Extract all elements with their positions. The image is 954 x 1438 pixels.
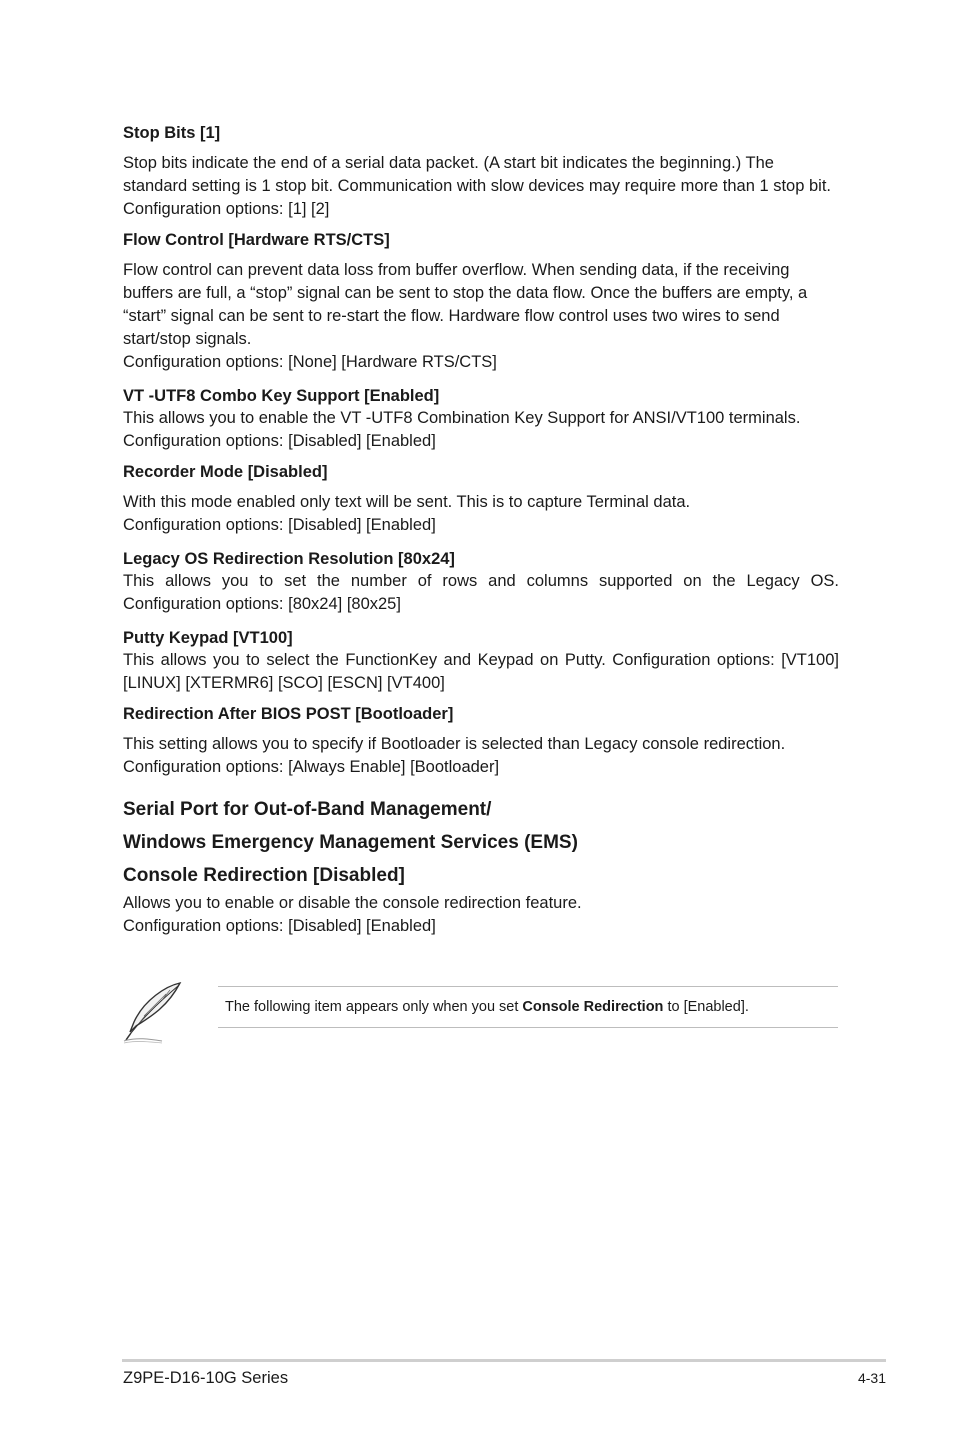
page-number: 4-31 [857,1370,886,1386]
note-box [218,986,838,1028]
feather-pen-icon [122,980,186,1044]
section-options-flow-control: Configuration options: [None] [Hardware RTS/CTS] [123,353,497,371]
section-body-flow-control: Flow control can prevent data loss from buffer overflow. When sending data, if the receiving buffers are full, a “stop” signal can be sent to stop the data flow. Once the buffers are empty, a “start” signal can be sent to re-start the flow. Hardware flow control uses two wires to send start/stop signals. [123,261,808,348]
section-title-vt-utf8: VT -UTF8 Combo Key Support [Enabled] [123,387,440,405]
section-body-redirection-after-post: This setting allows you to specify if Bootloader is selected than Legacy console redirection. [123,735,786,753]
big-heading-line3: Console Redirection [Disabled] [123,865,405,886]
section-title-recorder-mode: Recorder Mode [Disabled] [123,463,328,481]
section-title-stop-bits: Stop Bits [1] [123,124,221,142]
section-options-recorder-mode: Configuration options: [Disabled] [Enabled] [123,516,436,534]
note-callout [122,980,838,1044]
section-options-redirection-after-post: Configuration options: [Always Enable] [Bootloader] [123,758,500,776]
console-body: Allows you to enable or disable the console redirection feature. [123,894,582,912]
page-content [123,122,839,938]
section-body-vt-utf8: This allows you to enable the VT -UTF8 Combination Key Support for ANSI/VT100 terminals. [123,409,801,427]
big-heading-line2: Windows Emergency Management Services (EMS) [123,832,578,853]
section-body-stop-bits: Stop bits indicate the end of a serial data packet. (A start bit indicates the beginning.) The standard setting is 1 stop bit. Communication with slow devices may require more than 1 stop bit. Configuration options: [1] [2] [123,154,832,218]
footer-rule [122,1359,886,1362]
big-heading-line1: Serial Port for Out-of-Band Management/ [123,799,492,820]
section-title-flow-control: Flow Control [Hardware RTS/CTS] [123,231,390,249]
section-title-redirection-after-post: Redirection After BIOS POST [Bootloader] [123,705,454,723]
section-title-legacy-os: Legacy OS Redirection Resolution [80x24] [123,550,455,568]
footer-series: Z9PE-D16-10G Series [123,1369,289,1387]
section-body-legacy-os: This allows you to set the number of rows and columns supported on the Legacy OS. Configuration options: [80x24] [80x25] [123,572,839,613]
section-body-putty-keypad: This allows you to select the FunctionKey and Keypad on Putty. Configuration options: [VT100] [LINUX] [XTERMR6] [SCO] [ESCN] [VT400] [123,651,839,692]
section-body-recorder-mode: With this mode enabled only text will be sent. This is to capture Terminal data. [123,493,691,511]
note-bold: Console Redirection [522,999,664,1015]
section-title-putty-keypad: Putty Keypad [VT100] [123,629,293,647]
section-options-vt-utf8: Configuration options: [Disabled] [Enabled] [123,432,436,450]
console-options: Configuration options: [Disabled] [Enabled] [123,917,436,935]
note-text: The following item appears only when you set Console Redirection to [Enabled]. [225,999,749,1015]
